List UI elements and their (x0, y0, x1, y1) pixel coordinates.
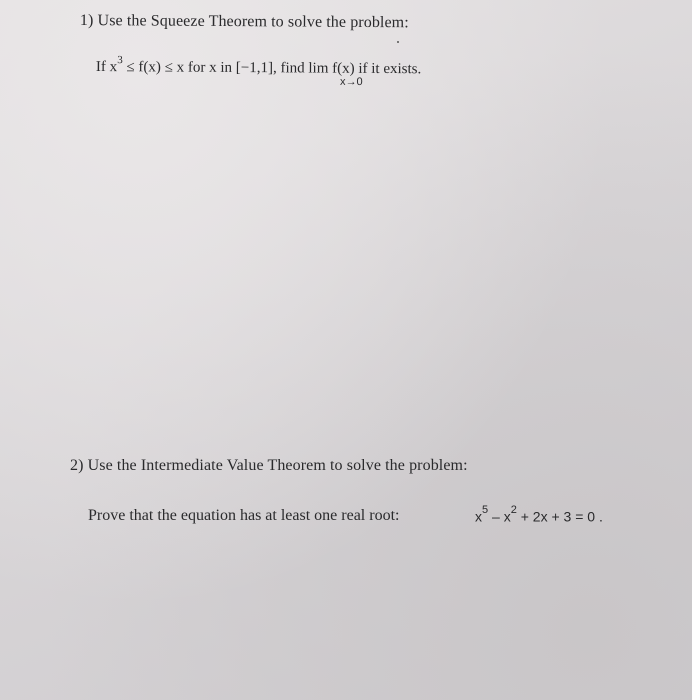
problem-2-heading: 2) Use the Intermediate Value Theorem to solve the problem: (70, 457, 468, 474)
eq-minus-x: – x (488, 508, 511, 525)
limit-subscript: x→0 (339, 75, 363, 89)
eq-x5-base: x (475, 508, 482, 525)
polynomial-equation (475, 504, 603, 525)
exponent-3: 3 (117, 54, 123, 67)
statement-rest: ≤ f(x) ≤ x for x in [−1,1], find lim f(x) if it exists. (122, 59, 422, 78)
statement-prefix: If x (95, 58, 118, 76)
pencil-dot (397, 41, 399, 43)
problem-1-statement (96, 56, 422, 78)
problem-1-heading: 1) Use the Squeeze Theorem to solve the problem: (79, 12, 409, 32)
eq-exponent-5: 5 (482, 504, 489, 516)
eq-exponent-2: 2 (510, 504, 517, 516)
problem-2-statement: Prove that the equation has at least one real root: (88, 507, 400, 524)
eq-rest: + 2x + 3 = 0 . (516, 508, 603, 525)
